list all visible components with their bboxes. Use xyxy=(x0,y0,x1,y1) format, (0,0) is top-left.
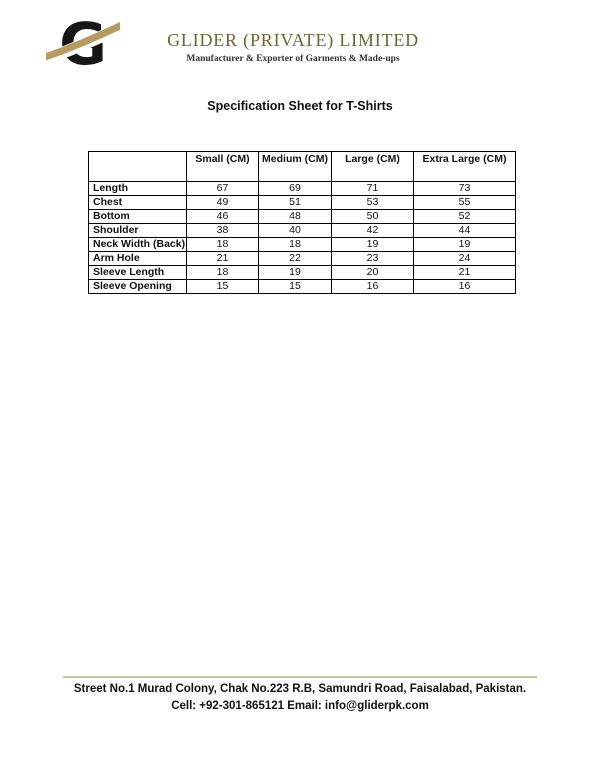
cell-value: 44 xyxy=(414,224,516,238)
cell-value: 40 xyxy=(259,224,332,238)
logo-letter-g: G xyxy=(59,10,107,78)
cell-value: 42 xyxy=(332,224,414,238)
column-header-blank xyxy=(89,152,187,182)
cell-value: 19 xyxy=(414,238,516,252)
column-header-extra-large: Extra Large (CM) xyxy=(414,152,516,182)
cell-value: 18 xyxy=(187,266,259,280)
cell-value: 22 xyxy=(259,252,332,266)
table-row xyxy=(89,224,516,238)
table-row xyxy=(89,252,516,266)
footer-contact: Cell: +92-301-865121 Email: info@gliderpk.com xyxy=(171,700,429,712)
cell-value: 51 xyxy=(259,196,332,210)
cell-value: 21 xyxy=(414,266,516,280)
row-label: Neck Width (Back) xyxy=(89,238,187,252)
cell-value: 16 xyxy=(414,280,516,294)
row-label: Arm Hole xyxy=(89,252,187,266)
cell-value: 53 xyxy=(332,196,414,210)
page-title: Specification Sheet for T-Shirts xyxy=(207,99,393,113)
row-label: Length xyxy=(89,182,187,196)
column-header-large: Large (CM) xyxy=(332,152,414,182)
cell-value: 18 xyxy=(259,238,332,252)
cell-value: 19 xyxy=(332,238,414,252)
cell-value: 18 xyxy=(187,238,259,252)
row-label: Shoulder xyxy=(89,224,187,238)
column-header-medium: Medium (CM) xyxy=(259,152,332,182)
cell-value: 16 xyxy=(332,280,414,294)
cell-value: 20 xyxy=(332,266,414,280)
table-row xyxy=(89,210,516,224)
row-label: Sleeve Opening xyxy=(89,280,187,294)
cell-value: 69 xyxy=(259,182,332,196)
cell-value: 46 xyxy=(187,210,259,224)
spec-table-body xyxy=(89,182,516,294)
cell-value: 15 xyxy=(259,280,332,294)
row-label: Chest xyxy=(89,196,187,210)
cell-value: 49 xyxy=(187,196,259,210)
company-tagline: Manufacturer & Exporter of Garments & Made-ups xyxy=(186,54,400,64)
cell-value: 19 xyxy=(259,266,332,280)
footer-divider xyxy=(63,676,537,678)
cell-value: 73 xyxy=(414,182,516,196)
cell-value: 48 xyxy=(259,210,332,224)
cell-value: 15 xyxy=(187,280,259,294)
cell-value: 50 xyxy=(332,210,414,224)
cell-value: 38 xyxy=(187,224,259,238)
table-row xyxy=(89,196,516,210)
footer-address: Street No.1 Murad Colony, Chak No.223 R.B, Samundri Road, Faisalabad, Pakistan. xyxy=(73,683,527,695)
table-header-row xyxy=(89,152,516,182)
cell-value: 21 xyxy=(187,252,259,266)
cell-value: 55 xyxy=(414,196,516,210)
spec-table xyxy=(88,151,516,294)
cell-value: 67 xyxy=(187,182,259,196)
table-row xyxy=(89,238,516,252)
row-label: Bottom xyxy=(89,210,187,224)
table-row xyxy=(89,182,516,196)
column-header-small: Small (CM) xyxy=(187,152,259,182)
cell-value: 23 xyxy=(332,252,414,266)
cell-value: 52 xyxy=(414,210,516,224)
company-name: GLIDER (PRIVATE) LIMITED xyxy=(167,30,419,50)
table-row xyxy=(89,266,516,280)
row-label: Sleeve Length xyxy=(89,266,187,280)
cell-value: 24 xyxy=(414,252,516,266)
cell-value: 71 xyxy=(332,182,414,196)
table-row xyxy=(89,280,516,294)
